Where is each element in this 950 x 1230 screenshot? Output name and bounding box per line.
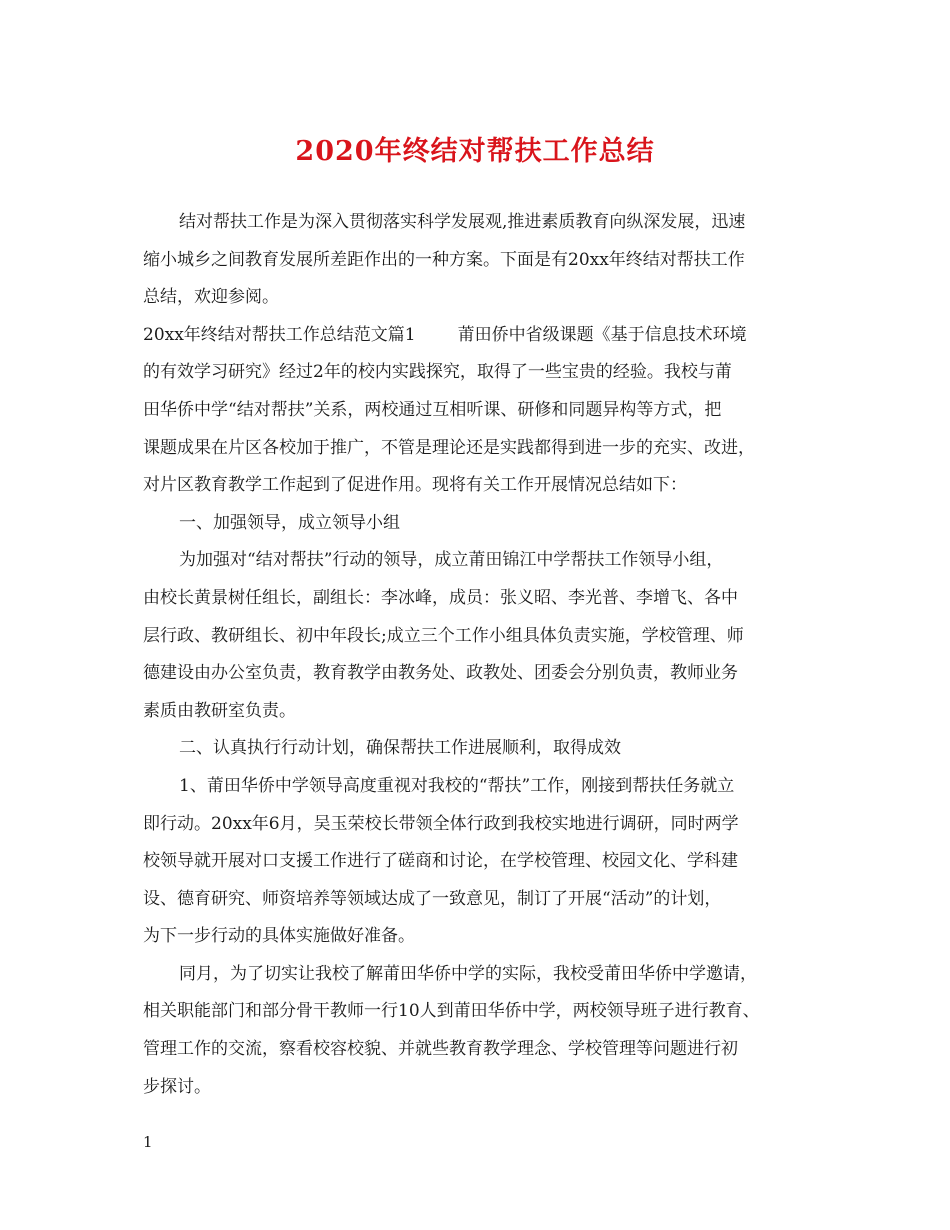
document-title: 2020年终结对帮扶工作总结: [295, 136, 655, 167]
text-line: 总结，欢迎参阅。: [143, 287, 279, 308]
text-line: 德建设由办公室负责，教育教学由教务处、政教处、团委会分别负责，教师业务: [143, 663, 738, 684]
document-body: [143, 204, 809, 1106]
text-line: 1、莆田华侨中学领导高度重视对我校的“帮扶”工作，刚接到帮扶任务就立: [179, 775, 735, 796]
text-line: 课题成果在片区各校加于推广，不管是理论还是实践都得到进一步的充实、改进，: [143, 437, 755, 458]
text-line: 由校长黄景树任组长，副组长：李冰峰，成员：张义昭、李光普、李增飞、各中: [143, 587, 738, 608]
section-heading: 20xx年终结对帮扶工作总结范文篇1: [143, 324, 416, 345]
text-line: 田华侨中学“结对帮扶”关系，两校通过互相听课、研修和同题异构等方式，把: [143, 399, 722, 420]
page-number: 1: [143, 1133, 153, 1151]
text-line: [143, 317, 809, 355]
text-line: 设、德育研究、师资培养等领域达成了一致意见，制订了开展“活动”的计划，: [143, 888, 722, 909]
text-line: 缩小城乡之间教育发展所差距作出的一种方案。下面是有20xx年终结对帮扶工作: [143, 249, 745, 270]
text-line: 步探讨。: [143, 1076, 211, 1097]
text-line: 层行政、教研组长、初中年段长;成立三个工作小组具体负责实施，学校管理、师: [143, 625, 744, 646]
section-heading: 二、认真执行行动计划，确保帮扶工作进展顺利，取得成效: [179, 738, 621, 759]
text-line: 结对帮扶工作是为深入贯彻落实科学发展观,推进素质教育向纵深发展，迅速: [179, 212, 746, 232]
text-line: 素质由教研室负责。: [143, 700, 296, 721]
text-line: 相关职能部门和部分骨干教师一行10人到莆田华侨中学，两校领导班子进行教育、: [143, 1001, 760, 1022]
text-line: 为加强对“结对帮扶”行动的领导，成立莆田锦江中学帮扶工作领导小组，: [179, 550, 724, 571]
text-line: 管理工作的交流，察看校容校貌、并就些教育教学理念、学校管理等问题进行初: [143, 1039, 738, 1060]
text-line: 校领导就开展对口支援工作进行了磋商和讨论，在学校管理、校园文化、学科建: [143, 851, 738, 872]
text-line: 同月，为了切实让我校了解莆田华侨中学的实际，我校受莆田华侨中学邀请，: [179, 963, 757, 984]
section-heading: 一、加强领导，成立领导小组: [179, 512, 400, 533]
text-line: 的有效学习研究》经过2年的校内实践探究，取得了一些宝贵的经验。我校与莆: [143, 362, 732, 383]
text-line: 为下一步行动的具体实施做好准备。: [143, 926, 415, 947]
text-line-part: 莆田侨中省级课题《基于信息技术环境: [457, 324, 747, 345]
text-line: 对片区教育教学工作起到了促进作用。现将有关工作开展情况总结如下：: [143, 475, 687, 496]
text-line: 即行动。20xx年6月，吴玉荣校长带领全体行政到我校实地进行调研，同时两学: [143, 813, 739, 834]
